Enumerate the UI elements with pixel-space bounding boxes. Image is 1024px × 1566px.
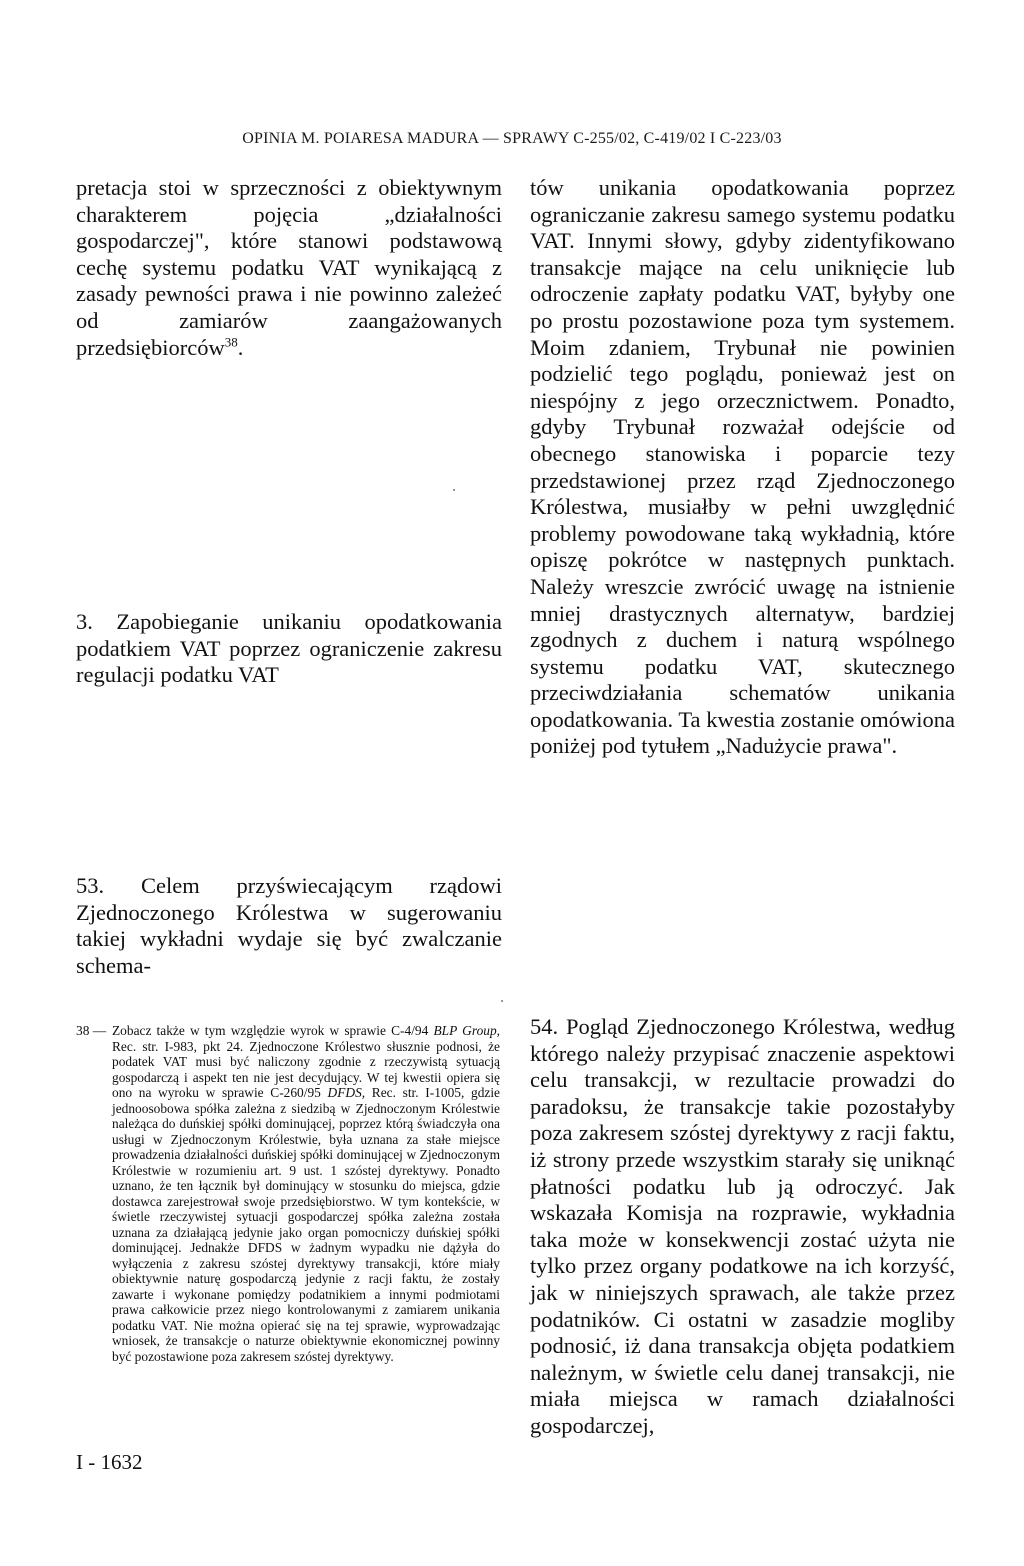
paragraph-end: . (237, 334, 244, 360)
section-heading: 3. Zapobieganie unikaniu opodatkowania podatkiem VAT poprzez ograniczenie zakresu regulacji podatku VAT (76, 609, 502, 688)
footnote-text-1: Zobacz także w tym względzie wyrok w sprawie C-4/94 (112, 1023, 434, 1038)
footnote-marker: 38 — (76, 1023, 107, 1038)
footnote-case-name-1: BLP Group, (433, 1023, 500, 1038)
footnote-38 (112, 1023, 500, 1364)
left-paragraph-continuation (76, 175, 502, 361)
right-paragraph-continuation: tów unikania opodatkowania poprzez ograniczanie zakresu samego systemu podatku VAT. Innymi słowy, gdyby zidentyfikowano transakcje mające na celu uniknięcie lub odroczenie zapłaty podatku VAT, byłyby one po prostu pozostawione poza tym systemem. Moim zdaniem, Trybunał nie powinien podzielić tego poglądu, ponieważ jest on niespójny z jego orzecznictwem. Ponadto, gdyby Trybunał rozważał odejście od obecnego stanowiska i poparcie tezy przedstawionej przez rząd Zjednoczonego Królestwa, musiałby w pełni uwzględnić problemy powodowane taką wykładnią, które opiszę pokrótce w następnych punktach. Należy wreszcie zwrócić uwagę na istnienie mniej drastycznych alternatyw, bardziej zgodnych z duchem i naturą wspólnego systemu podatku VAT, skutecznego przeciwdziałania schematów unikania opodatkowania. Ta kwestia zostanie omówiona poniżej pod tytułem „Nadużycie prawa". (530, 175, 955, 759)
scan-speck (501, 1000, 503, 1002)
paragraph-text: pretacja stoi w sprzeczności z obiektywnym charakterem pojęcia „działalności gospodarczej", które stanowi podstawową cechę systemu podatku VAT wynikającą z zasady pewności prawa i nie powinno zależeć od zamiarów zaangażowanych przedsiębiorców (76, 175, 502, 360)
footnote-ref-38[interactable]: 38 (224, 334, 238, 350)
footnote-text-3: Rec. str. I-1005, gdzie jednoosobowa spółka zależna z siedzibą w Zjednoczonym Królestwie należąca do duńskiej spółki dominującej, poprzez którą świadczyła ona usługi w Zjednoczonym Królestwie, była uznana za stałe miejsce prowadzenia działalności duńskiej spółki dominującej w Zjednoczonym Królestwie w rozumieniu art. 9 ust. 1 szóstej dyrektywy. Ponadto uznano, że ten łącznik był dominujący w stosunku do miejsca, gdzie dostawca zarejestrował swoje przedsiębiorstwo. W tym kontekście, w świetle rzeczywistej sytuacji gospodarczej spółka zależna została uznana za działającą jedynie jako organ pomocniczy duńskiej spółki dominującej. Jednakże DFDS w żadnym wypadku nie dążyła do wyłączenia z zakresu szóstej dyrektywy transakcji, które miały obiektywnie naturę gospodarczą jedynie z racji faktu, że zostały zawarte i wykonane pomiędzy podatnikiem a innymi podmiotami prawa całkowicie przez niego kontrolowanymi z zamiarem unikania podatku VAT. Nie można opierać się na tej sprawie, wyprowadzając wniosek, że transakcje o naturze obiektywnie ekonomicznej powinny być pozostawione poza zakresem szóstej dyrektywy. (112, 1085, 501, 1364)
footnote-case-name-2: DFDS, (327, 1085, 366, 1100)
page-number: I - 1632 (76, 1450, 143, 1474)
running-header: OPINIA M. POIARESA MADURA — SPRAWY C-255/02, C-419/02 I C-223/03 (242, 130, 782, 147)
paragraph-53: 53. Celem przyświecającym rządowi Zjednoczonego Królestwa w sugerowaniu takiej wykładni wydaje się być zwalczanie schema- (76, 873, 502, 978)
footnote-text-2: Rec. str. I-983, pkt 24. Zjednoczone Królestwo słusznie podnosi, że podatek VAT musi być naliczony zgodnie z rzeczywistą sytuacją gospodarczą i aspekt ten nie jest decydujący. W tej kwestii opiera się ono na wyroku w sprawie C-260/95 (112, 1038, 500, 1100)
paragraph-54: 54. Pogląd Zjednoczonego Królestwa, według którego należy przypisać znaczenie aspektowi celu transakcji, w rezultacie prowadzi do paradoksu, że transakcje takie pozostałyby poza zakresem szóstej dyrektywy z racji faktu, iż strony przede wszystkim starały się uniknąć płatności podatku lub ją odroczyć. Jak wskazała Komisja na rozprawie, wykładnia taka może w konsekwencji zostać użyta nie tylko przez organy podatkowe na ich korzyść, jak w niniejszych sprawach, ale także przez podatników. Ci ostatni w zasadzie mogliby podnosić, iż dana transakcja objęta podatkiem należnym, w świetle celu danej transakcji, nie miała miejsca w ramach działalności gospodarczej, (530, 1014, 955, 1438)
scan-speck (453, 489, 455, 491)
